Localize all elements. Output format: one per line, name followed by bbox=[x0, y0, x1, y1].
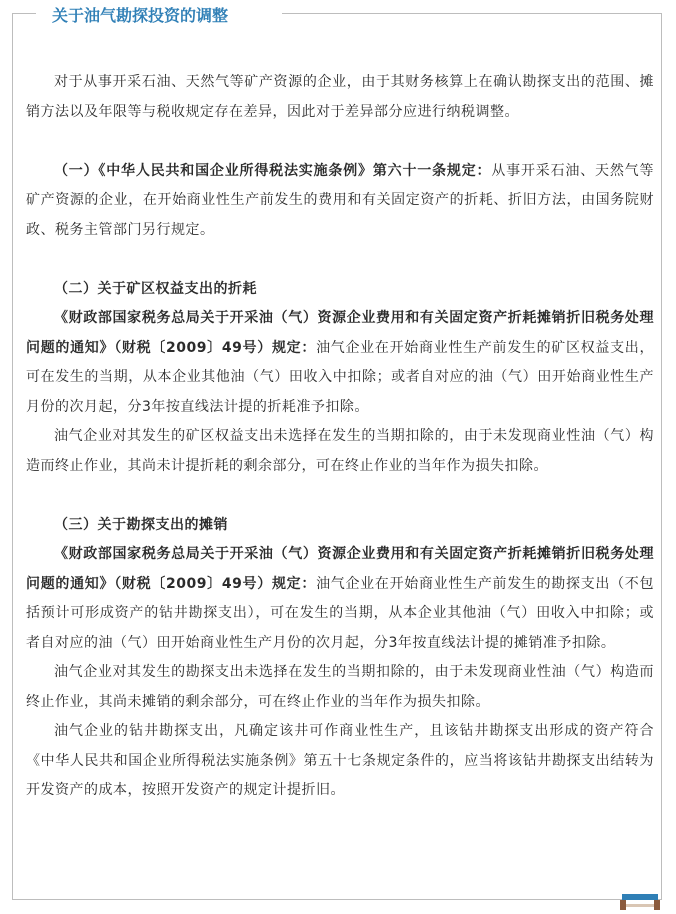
frame-top-border-left bbox=[12, 13, 36, 14]
intro-paragraph: 对于从事开采石油、天然气等矿产资源的企业，由于其财务核算上在确认勘探支出的范围、摊销方法以及年限等与税收规定存在差异，因此对于差异部分应进行纳税调整。 bbox=[26, 74, 654, 120]
bookshelf-icon bbox=[620, 890, 662, 912]
section2-reference: 《财政部国家税务总局关于开采油（气）资源企业费用和有关固定资产折耗摊销折旧税务处理问题的通知》（财税〔2009〕49号）规定： bbox=[26, 310, 654, 356]
section2-paragraph-1 bbox=[26, 304, 654, 422]
section3-reference: 《财政部国家税务总局关于开采油（气）资源企业费用和有关固定资产折耗摊销折旧税务处理问题的通知》（财税〔2009〕49号）规定： bbox=[26, 546, 654, 592]
section3-paragraph-3: 油气企业的钻井勘探支出，凡确定该井可作商业性生产，且该钻井勘探支出形成的资产符合《中华人民共和国企业所得税法实施条例》第五十七条规定条件的，应当将该钻井勘探支出结转为开发资产的成本，按照开发资产的规定计提折旧。 bbox=[26, 723, 654, 798]
frame-top-border-right bbox=[282, 13, 662, 14]
section2-text-1: 油气企业在开始商业性生产前发生的矿区权益支出，可在发生的当期，从本企业其他油（气）田收入中扣除；或者自对应的油（气）田开始商业性生产月份的次月起，分3年按直线法计提的折耗准予扣除。 bbox=[26, 339, 655, 415]
section1-heading: （一）《中华人民共和国企业所得税法实施条例》第六十一条规定： bbox=[54, 162, 492, 179]
section1-text: 从事开采石油、天然气等矿产资源的企业，在开始商业性生产前发生的费用和有关固定资产的折耗、折旧方法，由国务院财政、税务主管部门另行规定。 bbox=[26, 162, 654, 238]
section3-paragraph-1 bbox=[26, 540, 654, 658]
section2-paragraph-2: 油气企业对其发生的矿区权益支出未选择在发生的当期扣除的，由于未发现商业性油（气）构造而终止作业，其尚未计提折耗的剩余部分，可在终止作业的当年作为损失扣除。 bbox=[26, 428, 654, 474]
article-body bbox=[26, 68, 654, 806]
section-title: 关于油气勘探投资的调整 bbox=[52, 6, 229, 25]
section1-paragraph bbox=[26, 157, 654, 246]
section2-heading: （二）关于矿区权益支出的折耗 bbox=[54, 280, 257, 297]
section3-text-1: 油气企业在开始商业性生产前发生的勘探支出（不包括预计可形成资产的钻井勘探支出），可在发生的当期，从本企业其他油（气）田收入中扣除；或者自对应的油（气）田开始商业性生产月份的次月起，分3年按直线法计提的摊销准予扣除。 bbox=[26, 575, 655, 651]
section3-paragraph-2: 油气企业对其发生的勘探支出未选择在发生的当期扣除的，由于未发现商业性油（气）构造而终止作业，其尚未摊销的剩余部分，可在终止作业的当年作为损失扣除。 bbox=[26, 664, 654, 710]
section3-heading: （三）关于勘探支出的摊销 bbox=[54, 516, 228, 533]
